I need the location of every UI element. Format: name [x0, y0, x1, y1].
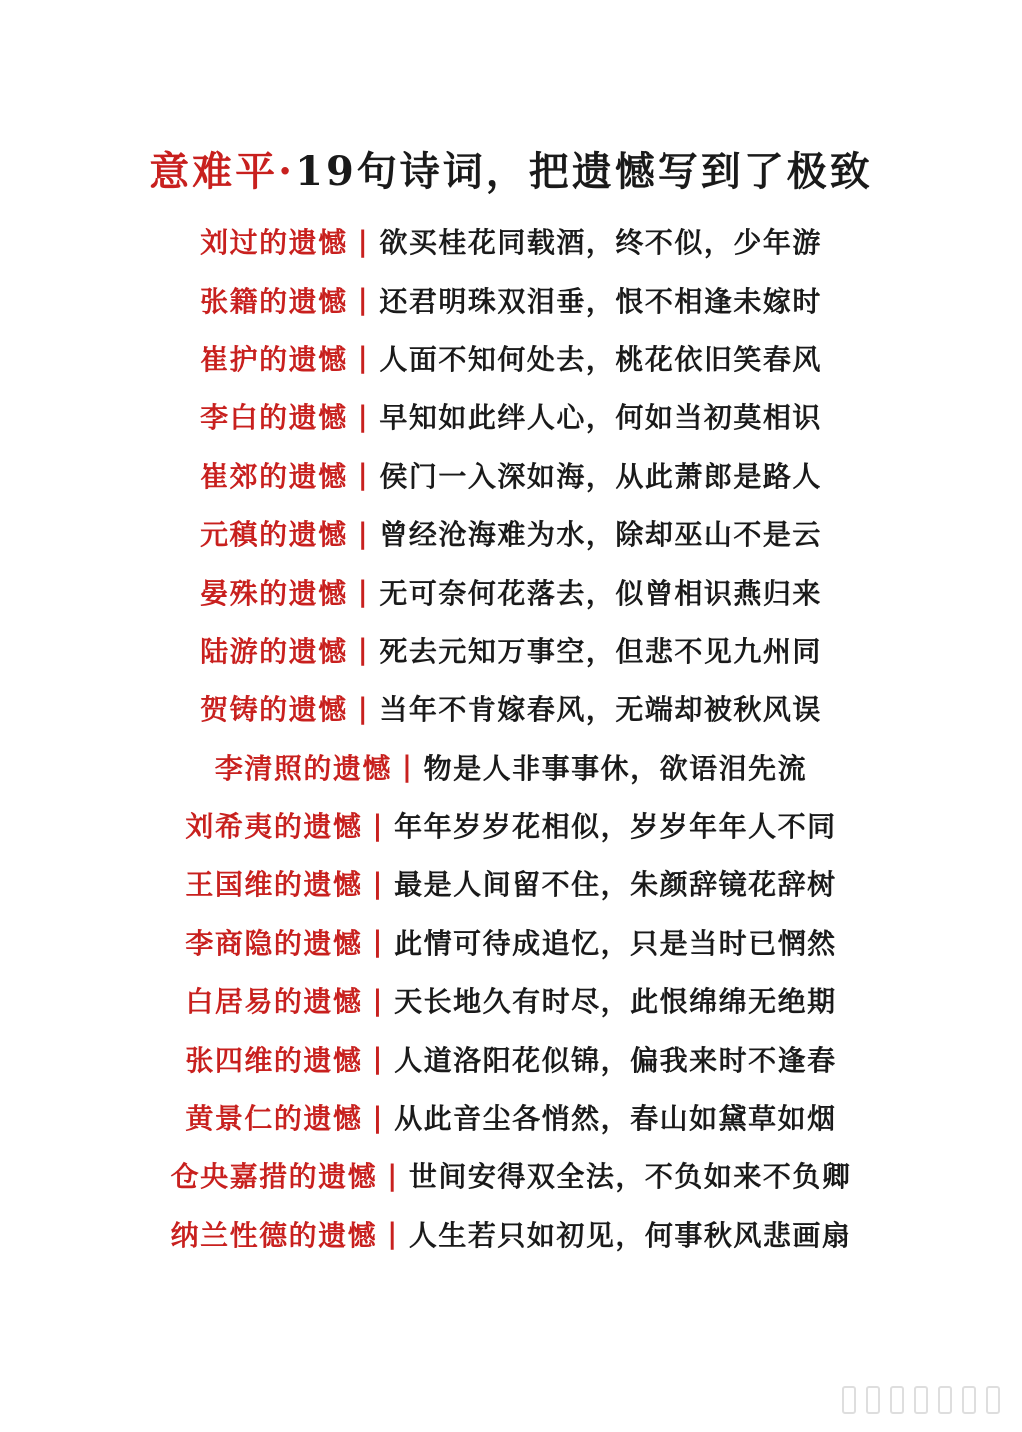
separator-bar: |	[387, 1217, 399, 1251]
separator-bar: |	[357, 399, 370, 433]
poet-label: 纳兰性德的遗憾	[170, 1218, 378, 1252]
separator-bar: |	[372, 866, 385, 900]
watermark-bar	[842, 1386, 856, 1414]
verse-text: 侯门一入深如海，从此萧郎是路人	[379, 459, 822, 493]
poem-line	[0, 329, 1022, 387]
title-accent: 意难平·	[149, 148, 296, 195]
poet-label: 李白的遗憾	[200, 401, 348, 435]
verse-text: 欲买桂花同载酒，终不似，少年游	[379, 226, 822, 260]
verse-text: 还君明珠双泪垂，恨不相逢未嫁时	[379, 284, 822, 318]
separator-bar: |	[401, 750, 414, 784]
poem-line	[0, 621, 1022, 679]
verse-text: 物是人非事事休，欲语泪先流	[423, 751, 808, 785]
separator-bar: |	[357, 458, 370, 492]
poet-label: 贺铸的遗憾	[200, 693, 348, 727]
verse-text: 天长地久有时尽，此恨绵绵无绝期	[394, 985, 837, 1019]
poet-label: 刘过的遗憾	[200, 226, 348, 260]
poem-line	[0, 796, 1022, 854]
poet-label: 晏殊的遗憾	[200, 576, 348, 610]
poem-line	[0, 971, 1022, 1029]
poet-label: 王国维的遗憾	[185, 868, 363, 902]
verse-text: 死去元知万事空，但悲不见九州同	[379, 634, 822, 668]
verse-text: 年年岁岁花相似，岁岁年年人不同	[394, 810, 837, 844]
poet-label: 张四维的遗憾	[185, 1043, 363, 1077]
separator-bar: |	[372, 925, 385, 959]
poem-line	[0, 504, 1022, 562]
verse-text: 从此音尘各悄然，春山如黛草如烟	[394, 1102, 837, 1136]
watermark-bar	[986, 1386, 1000, 1414]
verse-text: 此情可待成追忆，只是当时已惘然	[394, 926, 837, 960]
poem-line	[0, 1146, 1022, 1204]
verse-text: 人道洛阳花似锦，偏我来时不逢春	[394, 1043, 837, 1077]
page-title	[0, 140, 1022, 197]
poem-line	[0, 212, 1022, 270]
poem-line	[0, 913, 1022, 971]
separator-bar: |	[357, 691, 370, 725]
verse-text: 曾经沧海难为水，除却巫山不是云	[379, 518, 822, 552]
separator-bar: |	[372, 1042, 385, 1076]
separator-bar: |	[357, 341, 370, 375]
poet-label: 陆游的遗憾	[200, 634, 348, 668]
separator-bar: |	[357, 516, 370, 550]
poem-line	[0, 1029, 1022, 1087]
poem-list	[0, 212, 1022, 1263]
verse-text: 人面不知何处去，桃花依旧笑春风	[379, 342, 822, 376]
watermark-bar	[890, 1386, 904, 1414]
watermark-bar	[962, 1386, 976, 1414]
poem-line	[0, 738, 1022, 796]
poem-line	[0, 387, 1022, 445]
poem-line	[0, 446, 1022, 504]
separator-bar: |	[372, 983, 385, 1017]
poem-line	[0, 270, 1022, 328]
poem-line	[0, 562, 1022, 620]
watermark-logo	[842, 1386, 1000, 1414]
poet-label: 元稹的遗憾	[200, 518, 348, 552]
poet-label: 白居易的遗憾	[185, 985, 363, 1019]
poem-line	[0, 1088, 1022, 1146]
poet-label: 黄景仁的遗憾	[185, 1102, 363, 1136]
separator-bar: |	[372, 808, 385, 842]
poet-label: 张籍的遗憾	[200, 284, 348, 318]
verse-text: 人生若只如初见，何事秋风悲画扇	[408, 1218, 852, 1252]
separator-bar: |	[357, 283, 370, 317]
title-rest: 19句诗词，把遗憾写到了极致	[295, 148, 873, 195]
watermark-bar	[938, 1386, 952, 1414]
poem-line	[0, 1205, 1022, 1263]
watermark-bar	[866, 1386, 880, 1414]
poet-label: 崔郊的遗憾	[200, 459, 348, 493]
verse-text: 无可奈何花落去，似曾相识燕归来	[379, 576, 822, 610]
separator-bar: |	[357, 633, 370, 667]
verse-text: 早知如此绊人心，何如当初莫相识	[379, 401, 822, 435]
poet-label: 李清照的遗憾	[214, 751, 392, 785]
verse-text: 世间安得双全法，不负如来不负卿	[408, 1160, 852, 1194]
separator-bar: |	[387, 1158, 399, 1192]
watermark-bar	[914, 1386, 928, 1414]
poem-line	[0, 679, 1022, 737]
separator-bar: |	[357, 575, 370, 609]
separator-bar: |	[372, 1100, 385, 1134]
poem-line	[0, 854, 1022, 912]
poet-label: 李商隐的遗憾	[185, 926, 363, 960]
separator-bar: |	[357, 224, 370, 258]
verse-text: 当年不肯嫁春风，无端却被秋风误	[379, 693, 822, 727]
poet-label: 崔护的遗憾	[200, 342, 348, 376]
poet-label: 刘希夷的遗憾	[185, 810, 363, 844]
poet-label: 仓央嘉措的遗憾	[170, 1160, 378, 1194]
verse-text: 最是人间留不住，朱颜辞镜花辞树	[394, 868, 837, 902]
